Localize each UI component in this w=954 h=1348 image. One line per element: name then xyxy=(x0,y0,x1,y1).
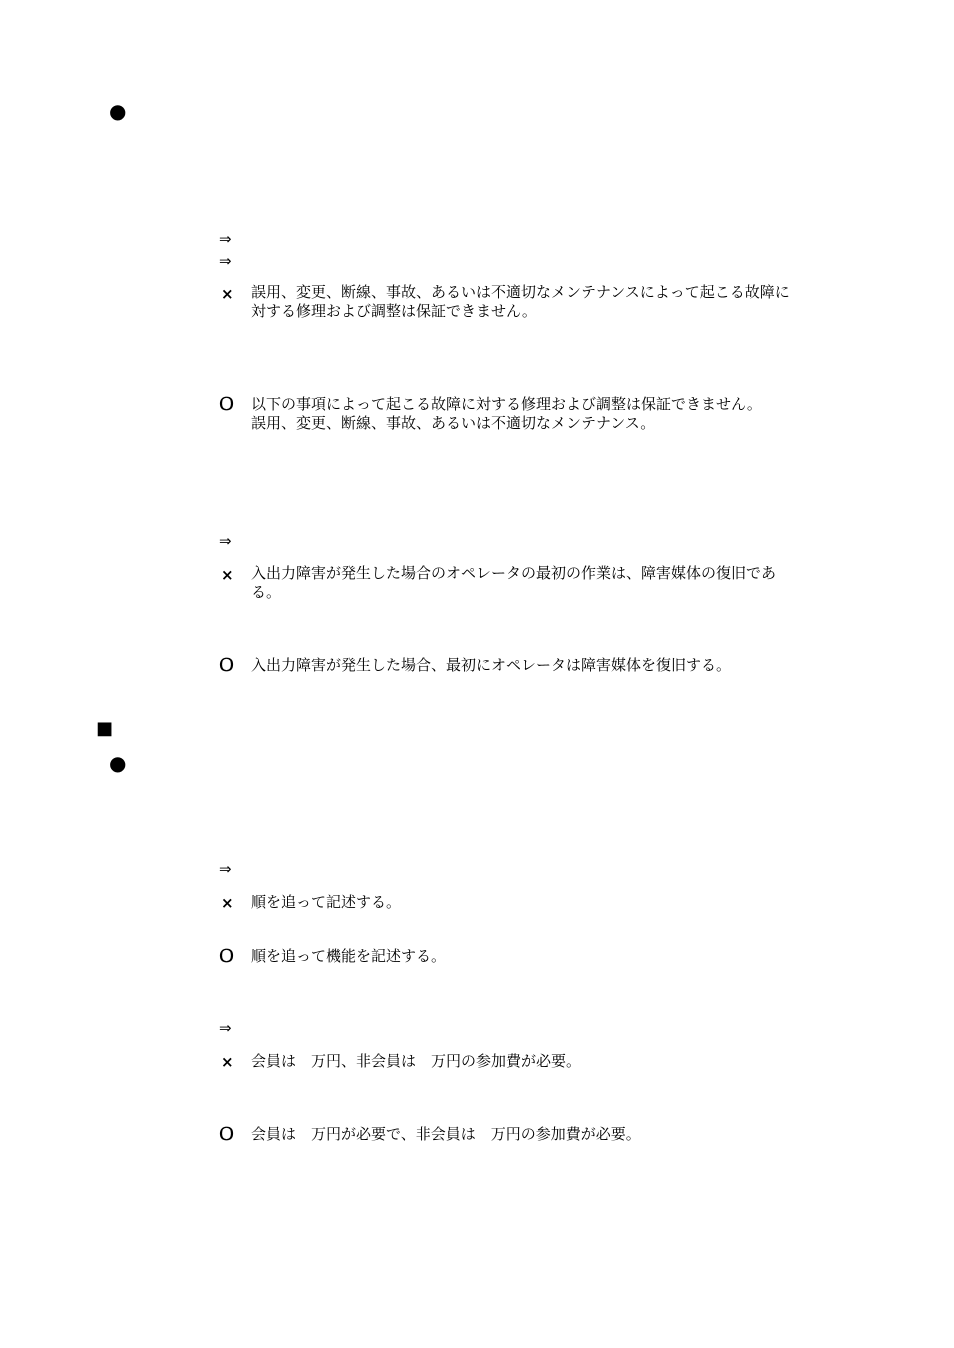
bullet-icon: ● xyxy=(109,99,127,123)
arrow-icon: ⇒ xyxy=(219,532,232,550)
cross-mark-icon: × xyxy=(221,894,234,912)
circle-mark-icon: Ｏ xyxy=(218,395,235,415)
circle-mark-icon: Ｏ xyxy=(218,656,235,676)
cross-mark-icon: × xyxy=(221,285,234,303)
cross-mark-icon: × xyxy=(221,1053,234,1071)
good-example-line: 以下の事項によって起こる故障に対する修理および調整は保証できません。 xyxy=(251,395,762,413)
bullet-icon: ● xyxy=(109,751,127,775)
bad-example-line: 順を追って記述する。 xyxy=(251,893,402,911)
bad-example-line: 対する修理および調整は保証できません。 xyxy=(251,302,537,320)
bad-example-line: 入出力障害が発生した場合のオペレータの最初の作業は、障害媒体の復旧であ xyxy=(251,564,777,582)
bad-example-line: 会員は 万円、非会員は 万円の参加費が必要。 xyxy=(251,1052,582,1070)
circle-mark-icon: Ｏ xyxy=(218,947,235,967)
good-example-line: 誤用、変更、断線、事故、あるいは不適切なメンテナンス。 xyxy=(251,414,656,432)
good-example-line: 入出力障害が発生した場合、最初にオペレータは障害媒体を復旧する。 xyxy=(251,656,732,674)
circle-mark-icon: Ｏ xyxy=(218,1125,235,1145)
good-example-line: 会員は 万円が必要で、非会員は 万円の参加費が必要。 xyxy=(251,1125,641,1143)
arrow-icon: ⇒ xyxy=(219,860,232,878)
arrow-icon: ⇒ xyxy=(219,252,232,270)
bad-example-line: る。 xyxy=(251,583,282,601)
good-example-line: 順を追って機能を記述する。 xyxy=(251,947,447,965)
bad-example-line: 誤用、変更、断線、事故、あるいは不適切なメンテナンスによって起こる故障に xyxy=(251,283,790,301)
cross-mark-icon: × xyxy=(221,566,234,584)
arrow-icon: ⇒ xyxy=(219,230,232,248)
square-heading-icon: ■ xyxy=(96,718,114,739)
arrow-icon: ⇒ xyxy=(219,1019,232,1037)
